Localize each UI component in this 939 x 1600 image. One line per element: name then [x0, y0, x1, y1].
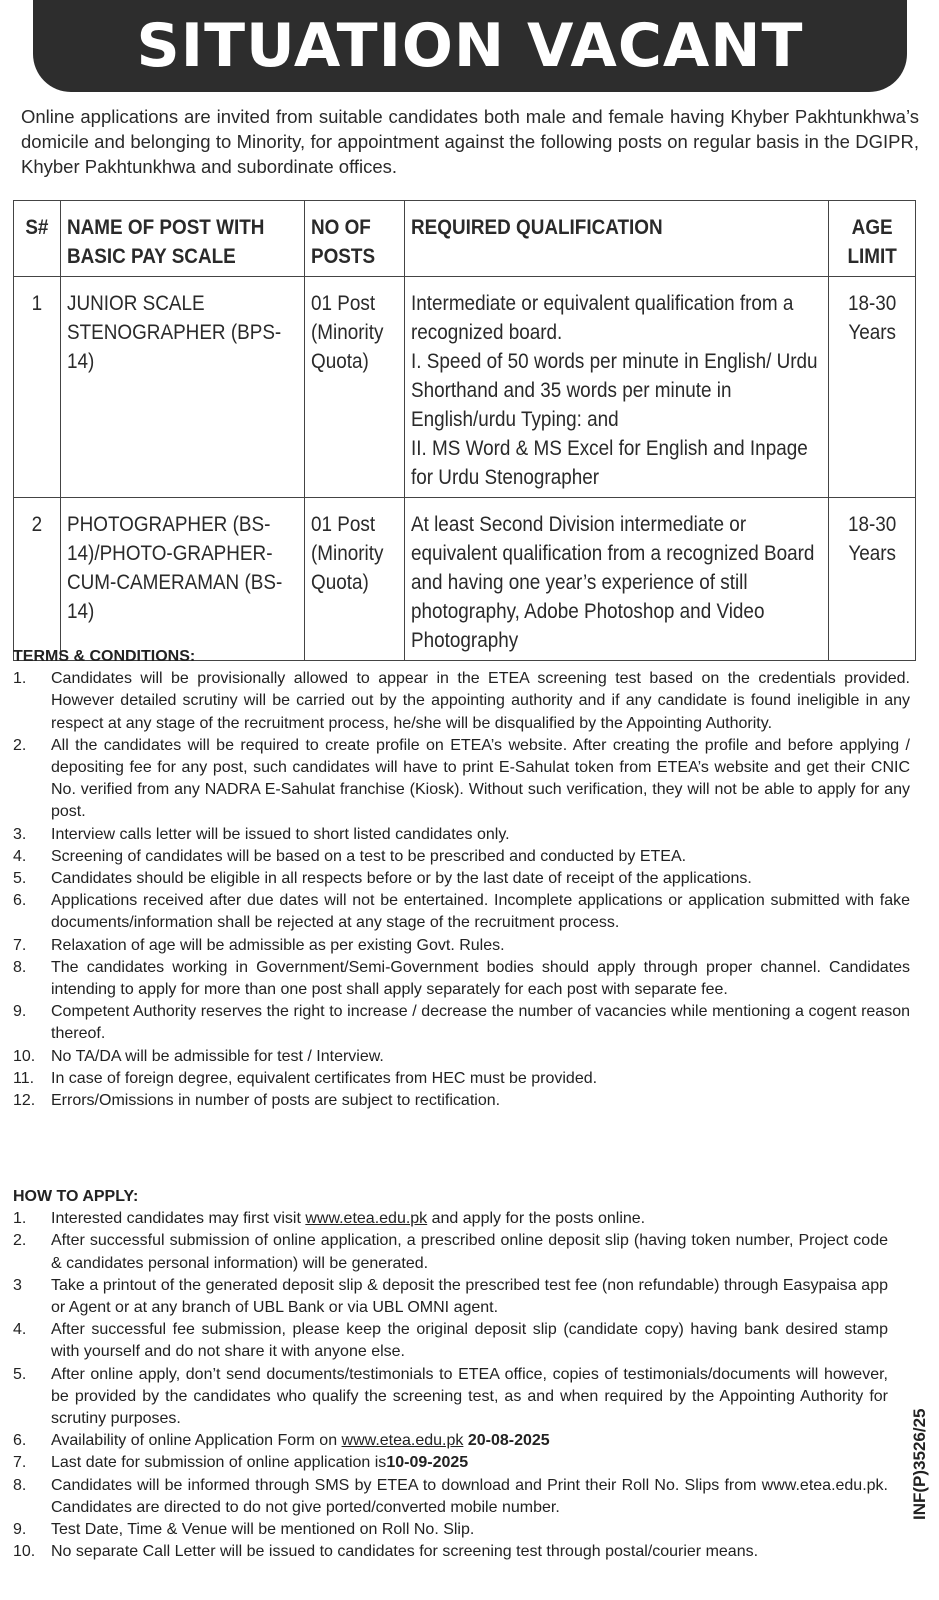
table-row — [14, 498, 916, 661]
list-item: 5. Candidates should be eligible in all respects before or by the last date of receipt of the applications. — [13, 870, 752, 888]
posts-table — [13, 200, 916, 661]
row-qualification — [404, 277, 828, 498]
qualification-line: At least Second Division intermediate or equivalent qualification from a recognized Board and having one year’s experience of still photography, Adobe Photoshop and Video Photography — [410, 513, 815, 652]
list-item: 10. No separate Call Letter will be issued to candidates for screening test through postal/courier means. — [13, 1543, 759, 1561]
terms-heading: TERMS & CONDITIONS: — [13, 648, 196, 665]
terms-section — [13, 646, 910, 1112]
list-item: 4. After successful fee submission, please keep the original deposit slip (candidate copy) having bank desired stamp with yourself and do not share it with anyone else. — [13, 1321, 888, 1361]
list-item: 8. Candidates will be informed through SMS by ETEA to download and Print their Roll No. Slips from www.etea.edu.pk. Candidates are directed to do not give ported/converted mobile number. — [13, 1476, 888, 1516]
list-item: 3 Take a printout of the generated deposit slip & deposit the prescribed test fee (non refundable) through Easypaisa app or Agent or at any branch of UBL Bank or via UBL OMNI agent. — [13, 1276, 888, 1317]
header-qualification: REQUIRED QUALIFICATION — [404, 201, 828, 277]
list-item: 3. Interview calls letter will be issued to short listed candidates only. — [13, 825, 510, 843]
qualification-line: I. Speed of 50 words per minute in English/ Urdu Shorthand and 35 words per minute in English/urdu Typing: and — [410, 350, 818, 431]
availability-date: 20-08-2025 — [463, 1432, 550, 1450]
row-qualification — [404, 498, 828, 661]
list-item: 12. Errors/Omissions in number of posts are subject to rectification. — [13, 1092, 501, 1110]
etea-website-link[interactable]: www.etea.edu.pk — [305, 1210, 428, 1228]
header-sno: S# — [14, 201, 61, 277]
row-sno: 2 — [14, 498, 61, 661]
apply-section — [13, 1186, 888, 1563]
apply-list — [13, 1208, 888, 1563]
list-item: 1. Interested candidates may first visit www.etea.edu.pk and apply for the posts online. — [13, 1210, 646, 1228]
list-item: 2. All the candidates will be required to create profile on ETEA’s website. After creating the profile and before applying / depositing fee for any post, such candidates will have to print E-Sahulat token from ETEA’s website and get their CNIC No. verified from any NADRA E-Sahulat franchise (Kiosk). Without such verification, they will not be able to apply for any post. — [13, 736, 910, 821]
row-age: 18-30 Years — [828, 498, 915, 661]
table-row — [14, 277, 916, 498]
header-post: NAME OF POST WITH BASIC PAY SCALE — [60, 201, 304, 277]
page-title: SITUATION VACANT — [136, 11, 804, 81]
list-item: 6. Availability of online Application Form on www.etea.edu.pk 20-08-2025 — [13, 1432, 550, 1450]
list-item: 6. Applications received after due dates will not be entertained. Incomplete applications or application submitted with fake documents/information shall be rejected at any stage of the recruitment process. — [13, 892, 910, 932]
list-item: 8. The candidates working in Government/Semi-Government bodies should apply through proper channel. Candidates intending to apply for more than one post shall apply separately for each post with separate fee. — [13, 958, 910, 999]
list-item: 4. Screening of candidates will be based on a test to be prescribed and conducted by ETEA. — [13, 847, 687, 865]
list-item: 11. In case of foreign degree, equivalent certificates from HEC must be provided. — [13, 1069, 598, 1087]
list-item: 9. Test Date, Time & Venue will be mentioned on Roll No. Slip. — [13, 1521, 475, 1539]
header-age: AGE LIMIT — [828, 201, 915, 277]
list-item: 7. Last date for submission of online application is10-09-2025 — [13, 1454, 469, 1472]
qualification-line: Intermediate or equivalent qualification from a recognized board. — [410, 292, 794, 344]
row-count: 01 Post (Minority Quota) — [304, 277, 404, 498]
row-age: 18-30 Years — [828, 277, 915, 498]
table-header-row — [14, 201, 916, 277]
header-count: NO OF POSTS — [304, 201, 404, 277]
list-item: 10. No TA/DA will be admissible for test / Interview. — [13, 1047, 384, 1065]
list-item: 2. After successful submission of online application, a prescribed online deposit slip (having token number, Project code & candidates personal information) will be generated. — [13, 1232, 888, 1272]
terms-list — [13, 668, 910, 1112]
title-banner — [33, 0, 907, 92]
advertisement-code: INF(P)3526/25 — [910, 1408, 929, 1520]
qualification-line: II. MS Word & MS Excel for English and Inpage for Urdu Stenographer — [410, 437, 808, 489]
list-item: 9. Competent Authority reserves the right to increase / decrease the number of vacancies while mentioning a cogent reason thereof. — [13, 1003, 910, 1043]
list-item: 7. Relaxation of age will be admissible as per existing Govt. Rules. — [13, 936, 505, 954]
intro-paragraph: Online applications are invited from suitable candidates both male and female having Khyber Pakhtunkhwa’s domicile and belonging to Minority, for appointment against the following posts on regular basis in the DGIPR, Khyber Pakhtunkhwa and subordinate offices. — [21, 106, 919, 177]
list-item: 5. After online apply, don’t send documents/testimonials to ETEA office, copies of testimonials/documents will however, be provided by the candidates who qualify the screening test, as and when required by the Appointing Authority for scrutiny purposes. — [13, 1365, 888, 1428]
row-sno: 1 — [14, 277, 61, 498]
last-date: 10-09-2025 — [386, 1454, 469, 1472]
row-post: JUNIOR SCALE STENOGRAPHER (BPS-14) — [60, 277, 304, 498]
etea-website-link[interactable]: www.etea.edu.pk — [341, 1432, 464, 1450]
list-item: 1. Candidates will be provisionally allowed to appear in the ETEA screening test based on the credentials provided. However detailed scrutiny will be carried out by the appointing authority and if any candidate is found ineligible in any respect at any stage of the recruitment process, he/she will be disqualified by the Appointing Authority. — [13, 670, 910, 732]
row-post: PHOTOGRAPHER (BS-14)/PHOTO-GRAPHER-CUM-CAMERAMAN (BS-14) — [60, 498, 304, 661]
apply-heading: HOW TO APPLY: — [13, 1188, 139, 1205]
row-count: 01 Post (Minority Quota) — [304, 498, 404, 661]
